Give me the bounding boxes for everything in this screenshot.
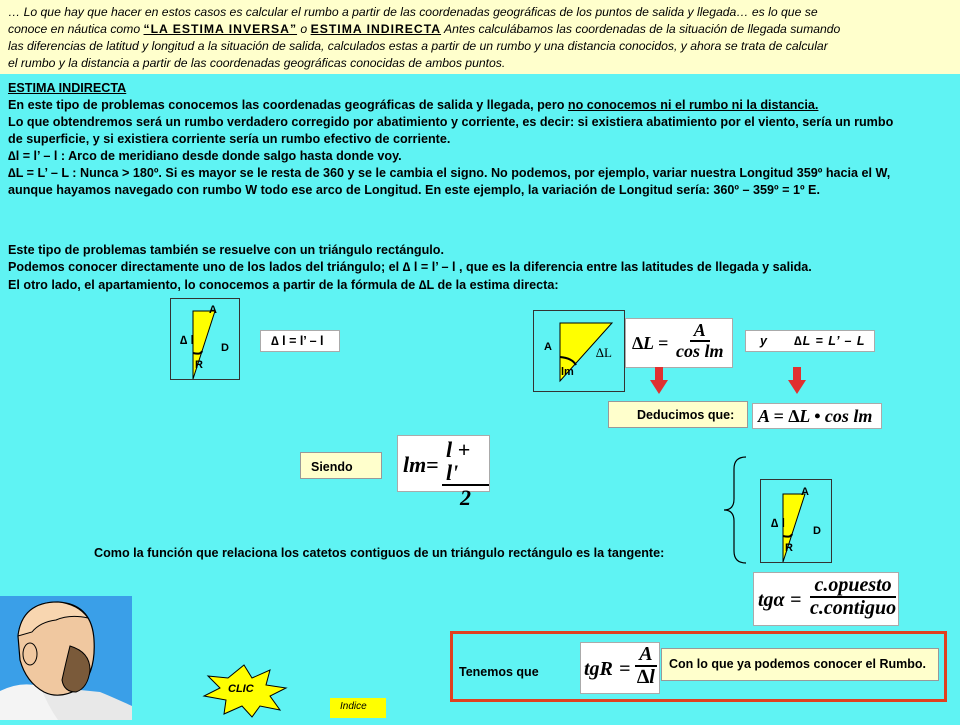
deducimos-label: Deducimos que: [637, 408, 735, 422]
formula-delta-L-box [625, 318, 733, 368]
curly-brace [722, 455, 750, 565]
conclusion-box [661, 648, 939, 681]
cartoon-captain-image [0, 596, 132, 720]
paragraph-9: El otro lado, el apartamiento, lo conocemos a partir de la fórmula de ∆L de la estima directa: [8, 278, 559, 292]
formula-apartamiento: A = ∆L • cos lm [758, 406, 873, 426]
estima-inversa-link[interactable]: “LA ESTIMA INVERSA” [143, 22, 298, 36]
formula-tg-den: c.contiguo [810, 597, 897, 619]
formula-rumbo-lhs: tgR [584, 658, 613, 680]
tangent-text: Como la función que relaciona los catetos contiguos de un triángulo rectángulo es la tangente: [94, 546, 665, 560]
formula-tangent-box [753, 572, 899, 626]
formula-lm-equals: = [426, 452, 439, 477]
formula-tg-equals: = [790, 589, 802, 611]
banner-line-2: conoce en náutica como “LA ESTIMA INVERSA” o ESTIMA INDIRECTA Antes calculábamos las coordenadas de la situación de llegada sumando [8, 22, 841, 36]
formula-dL-fraction [672, 321, 728, 361]
paragraph-3: de superficie, y si existiera corriente sería un rumbo efectivo de corriente. [8, 132, 451, 146]
formula-delta-l-box [260, 330, 340, 352]
formula-lm-num: l + l' [442, 438, 489, 486]
clic-label: CLIC [228, 683, 254, 695]
tri1-label-dl: ∆ l [180, 333, 195, 347]
formula-tg-num: c.opuesto [810, 575, 895, 598]
formula-rumbo-box [580, 642, 660, 694]
tri2-label-lm: lm [561, 366, 574, 378]
paragraph-7: Este tipo de problemas también se resuelve con un triángulo rectángulo. [8, 243, 444, 257]
tri3-label-d: D [813, 525, 821, 537]
banner-line-4: el rumbo y la distancia a partir de las coordenadas geográficas conocidas de ambos puntos. [8, 56, 506, 70]
arrow-down-icon [788, 367, 806, 395]
tri1-label-d: D [221, 342, 229, 354]
formula-dL-lhs: ∆L [632, 333, 655, 353]
indice-button[interactable] [330, 698, 386, 718]
paragraph-4: ∆l = l’ – l : Arco de meridiano desde donde salgo hasta donde voy. [8, 149, 402, 163]
formula-rumbo-den: ∆l [637, 666, 655, 688]
result-box [450, 631, 947, 702]
formula-dL-den: cos lm [676, 340, 724, 361]
formula-dL-equals: = [658, 333, 669, 353]
triangle-diagram-3 [760, 479, 832, 563]
banner-line-1: … Lo que hay que hacer en estos casos es calcular el rumbo a partir de las coordenadas geográficas de los puntos de salida y llegada… es lo que se [8, 5, 818, 19]
paragraph-8: Podemos conocer directamente uno de los lados del triángulo; el ∆ l = l’ – l , que es la diferencia entre las latitudes de llegada y salida. [8, 260, 812, 274]
formula-dL-num: A [690, 321, 710, 342]
tri2-label-a: A [544, 341, 552, 353]
deducimos-box [608, 401, 748, 428]
estima-indirecta-link[interactable]: ESTIMA INDIRECTA [310, 22, 442, 36]
conclusion-text: Con lo que ya podemos conocer el Rumbo. [669, 657, 926, 671]
clic-button[interactable] [200, 664, 288, 718]
paragraph-2: Lo que obtendremos será un rumbo verdadero corregido por abatimiento y corriente, es decir: si existiera abatimiento por el viento, sería un rumbo [8, 115, 894, 129]
formula-y-rhs: ∆L = L’ – L [794, 334, 866, 348]
formula-rumbo-equals: = [619, 658, 631, 680]
formula-apartamiento-box [752, 403, 882, 429]
tri1-label-a: A [209, 304, 217, 316]
triangle-diagram-2 [533, 310, 625, 392]
arrow-down-icon [650, 367, 668, 395]
tri3-label-r: R [785, 542, 793, 554]
formula-rumbo-num: A [635, 644, 656, 667]
siendo-label: Siendo [311, 460, 353, 474]
formula-y-box [745, 330, 875, 352]
formula-tg-fraction [806, 575, 900, 619]
formula-lm-box [397, 435, 490, 511]
captain-illustration [0, 596, 132, 720]
formula-lm-fraction [442, 438, 489, 509]
tri2-label-dL: ∆L [596, 345, 612, 360]
intro-banner [0, 0, 960, 74]
tri3-label-a: A [801, 486, 809, 498]
section-title: ESTIMA INDIRECTA [8, 81, 127, 95]
formula-lm-lhs: lm [403, 452, 427, 477]
result-label: Tenemos que [459, 665, 539, 679]
paragraph-5: ∆L = L’ – L : Nunca > 180º. Si es mayor se le resta de 360 y se le cambia el signo. No podemos, por ejemplo, variar nuestra Longitud 359º hacia el W, [8, 166, 891, 180]
paragraph-1: En este tipo de problemas conocemos las coordenadas geográficas de salida y llegada, pero no conocemos ni el rumbo ni la distancia. [8, 98, 819, 112]
tri3-label-dl: ∆ l [771, 516, 786, 530]
tri1-label-r: R [195, 359, 203, 371]
formula-delta-l: ∆ l = l’ – l [271, 334, 324, 348]
triangle-diagram-1 [170, 298, 240, 380]
indice-label: Indice [340, 701, 367, 712]
formula-y-label: y [760, 334, 767, 348]
formula-tg-lhs: tgα [758, 589, 785, 611]
siendo-box [300, 452, 382, 479]
paragraph-6: aunque hayamos navegado con rumbo W todo ese arco de Longitud. En este ejemplo, la variación de Longitud sería: 360º – 359º = 1º E. [8, 183, 820, 197]
formula-rumbo-fraction [633, 644, 659, 688]
banner-line-3: las diferencias de latitud y longitud a la situación de salida, calculados estas a partir de un rumbo y una distancia conocidos, y ahora se trata de calcular [8, 39, 828, 53]
formula-lm-den: 2 [460, 485, 471, 511]
